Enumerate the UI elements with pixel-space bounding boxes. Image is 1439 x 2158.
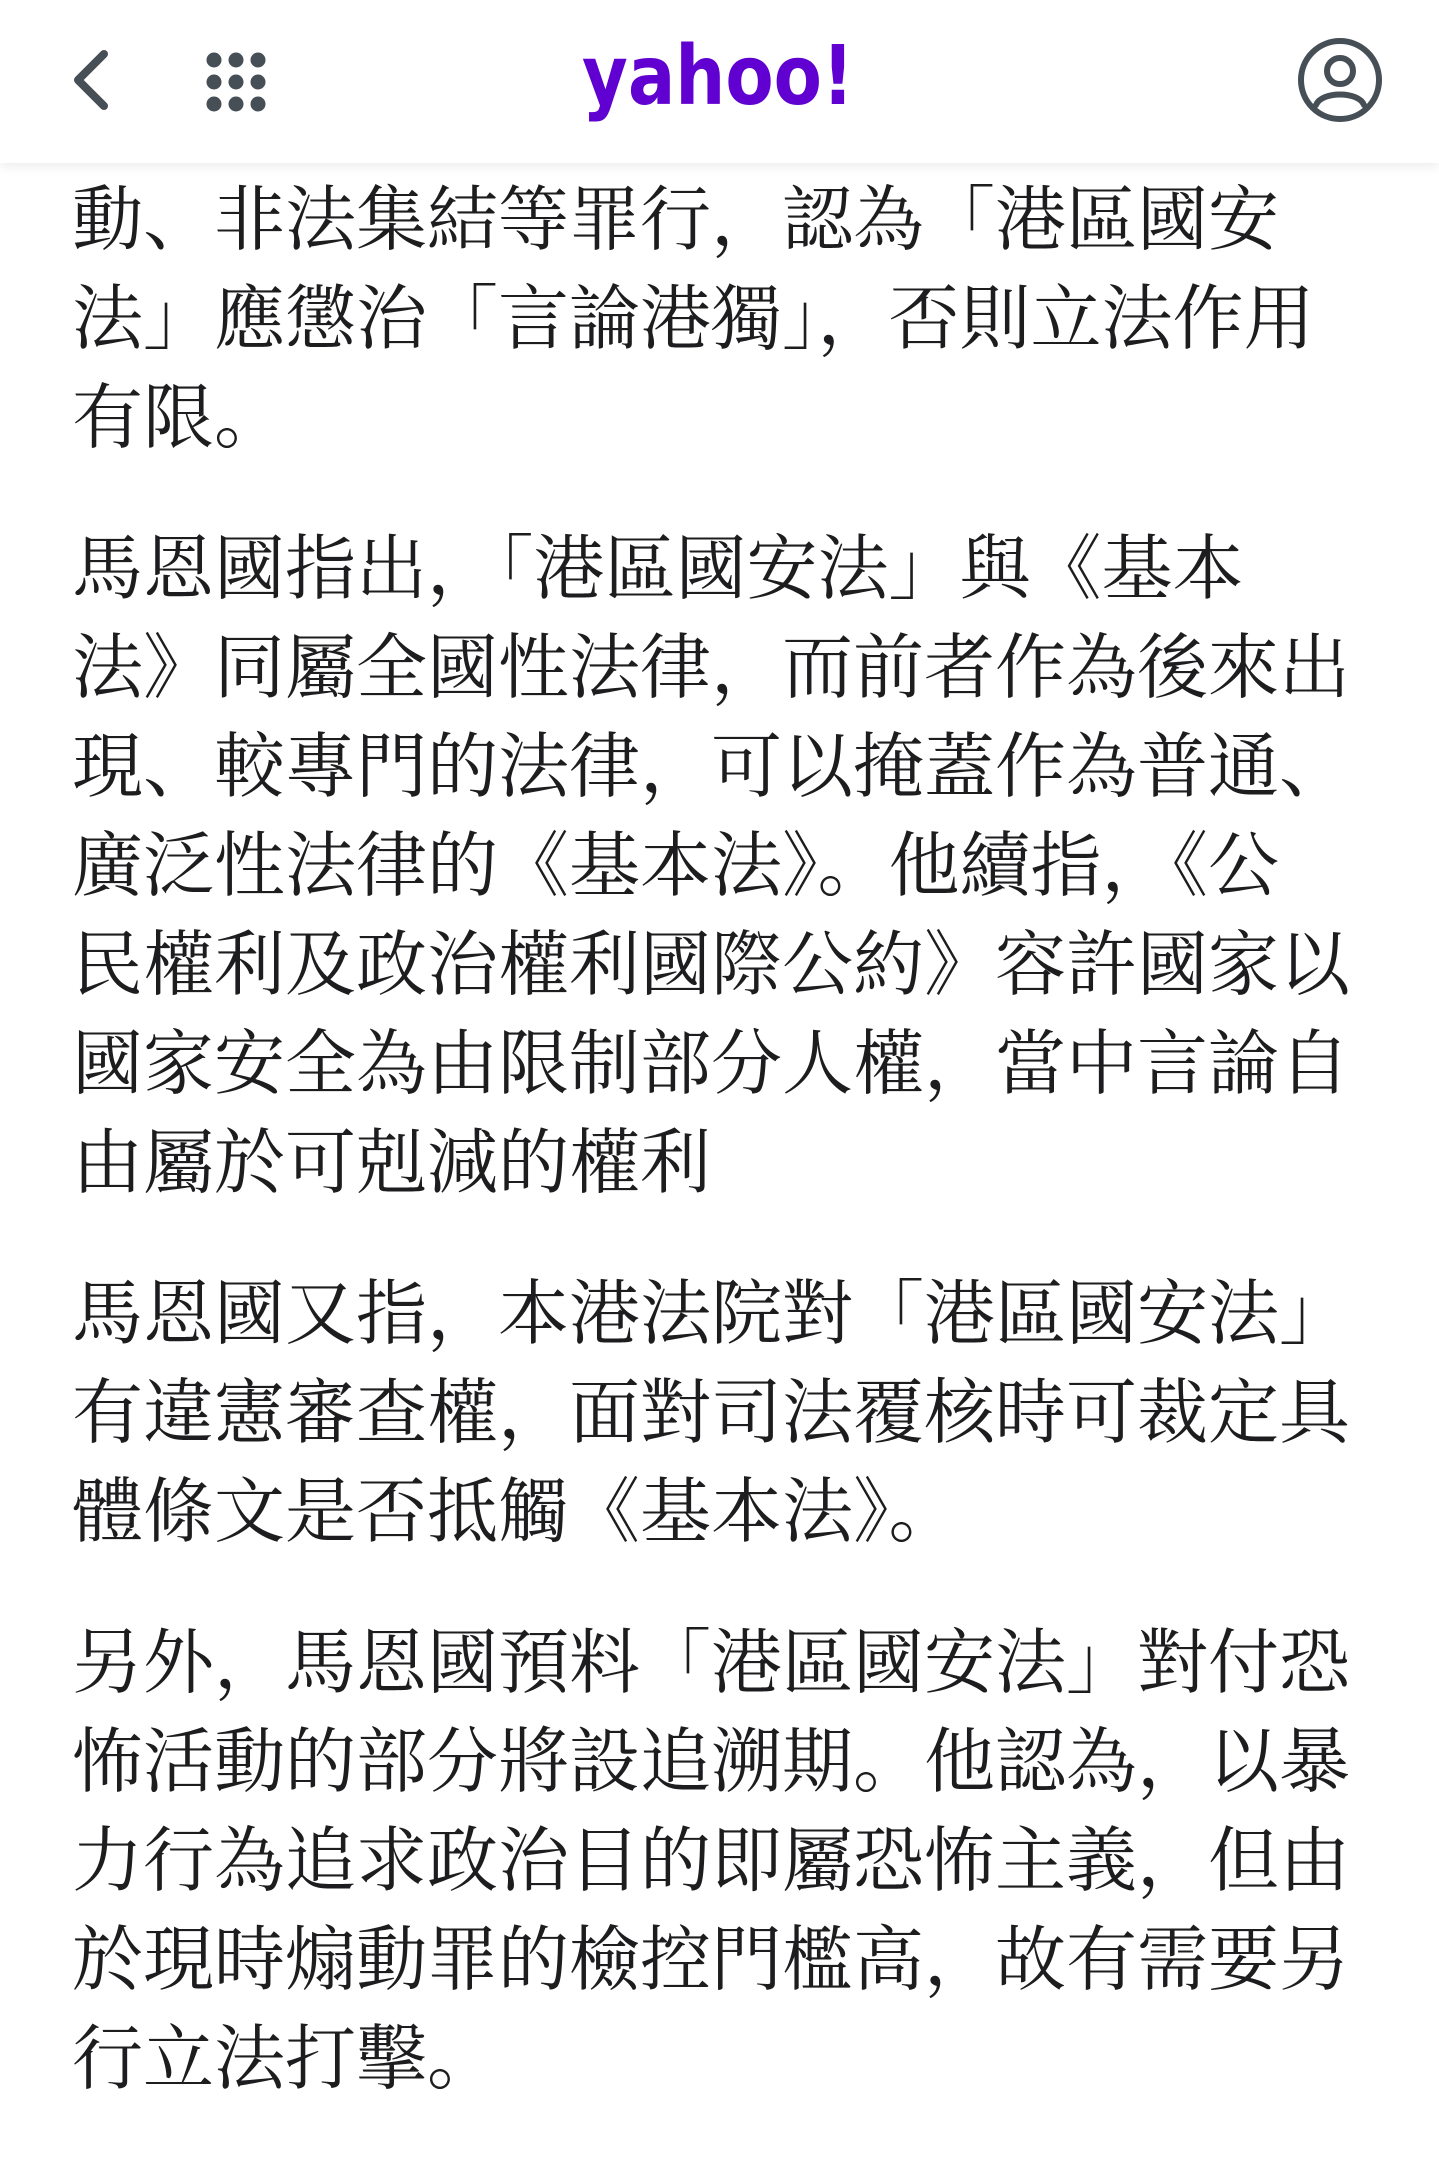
svg-text:yahoo!: yahoo! — [582, 29, 854, 124]
yahoo-logo[interactable] — [578, 28, 863, 128]
article-paragraph: 馬恩國指出，「港區國安法」與《基本 法》同屬全國性法律，而前者作為後來出 現、較專門的法律，可以掩蓋作為普通、 廣泛性法律的《基本法》。他續指，《公 民權利及政治權利國際公約》容許國家以 國家安全為由限制部分人權，當中言論自 由屬於可剋減的權利 — [72, 527, 1351, 1204]
grid-dots-icon — [205, 51, 267, 113]
article-paragraph: 馬恩國又指，本港法院對「港區國安法」 有違憲審查權，面對司法覆核時可裁定具 體條文是否抵觸《基本法》。 — [72, 1272, 1351, 1553]
article-paragraph: 另外，馬恩國預料「港區國安法」對付恐 怖活動的部分將設追溯期。他認為，以暴 力行為追求政治目的即屬恐怖主義，但由 於現時煽動罪的檢控門檻高，故有需要另 行立法打擊。 — [72, 1621, 1351, 2100]
chevron-left-icon — [68, 48, 112, 112]
top-navigation-bar — [0, 0, 1439, 163]
account-button[interactable] — [1296, 36, 1384, 124]
user-circle-icon — [1297, 37, 1383, 123]
apps-menu-button[interactable] — [196, 42, 276, 122]
back-button[interactable] — [50, 40, 130, 120]
article-body — [72, 170, 1372, 2108]
article-paragraph: 動、非法集結等罪行，認為「港區國安 法」應懲治「言論港獨」，否則立法作用 有限。 — [72, 178, 1315, 459]
